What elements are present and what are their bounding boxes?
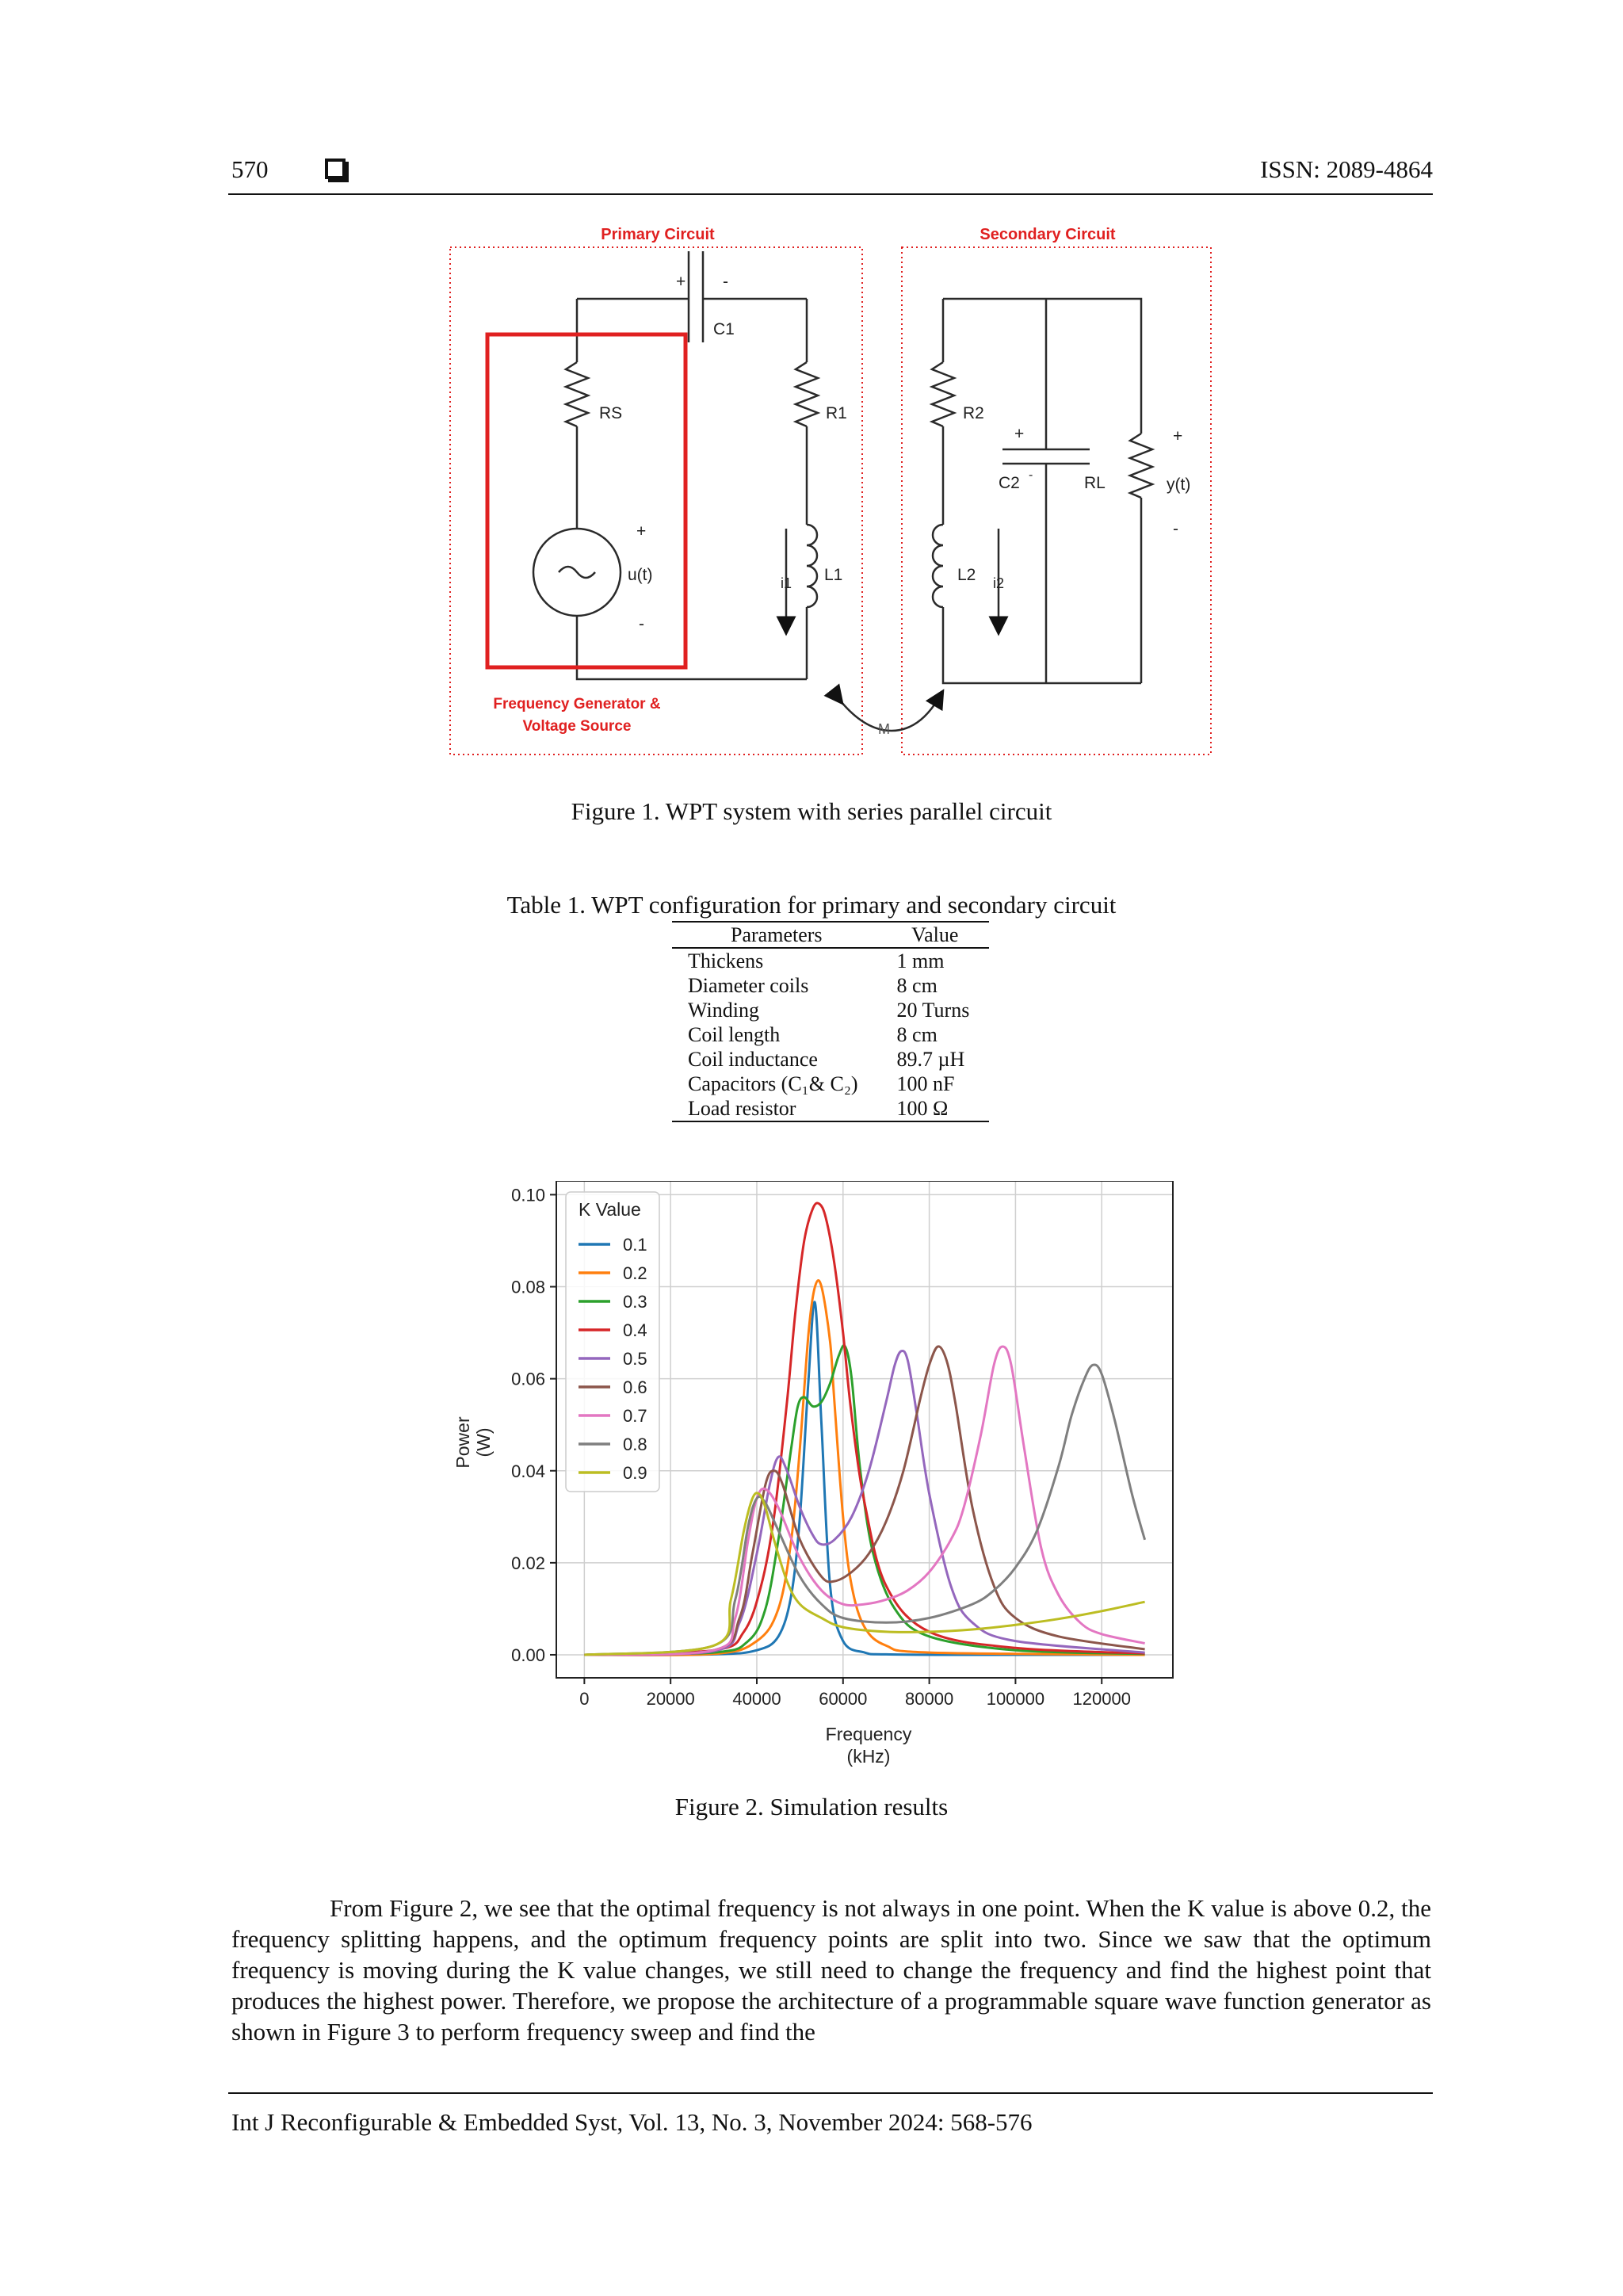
x-tick-label: 100000: [986, 1689, 1045, 1709]
legend-entry: 0.5: [623, 1349, 647, 1369]
rl-label: RL: [1084, 474, 1106, 492]
footer-citation: Int J Reconfigurable & Embedded Syst, Vol. 13, No. 3, November 2024: 568-576: [231, 2108, 1033, 2136]
frequency-generator-box: [487, 334, 685, 667]
c1-plus: +: [676, 273, 686, 291]
y-label: y(t): [1167, 476, 1191, 494]
table-row: [672, 948, 989, 973]
secondary-wires: [838, 299, 1152, 731]
table-row: [672, 1096, 989, 1121]
u-label: u(t): [628, 566, 653, 584]
x-tick-label: 80000: [905, 1689, 954, 1709]
issn: ISSN: 2089-4864: [1260, 155, 1433, 183]
body-paragraph: From Figure 2, we see that the optimal frequency is not always in one point. When the K value is above 0.2, the frequency splitting happens, and the optimum frequency points are split into two. Since we saw that the optimum frequency is moving during the K value changes, we still need to change the frequency and find the highest point that produces the highest power. Therefore, we propose the architecture of a programmable square wave function generator as shown in Figure 3 to perform frequency sweep and find the: [231, 1894, 1431, 2046]
param-value: 1 mm: [896, 949, 945, 972]
secondary-circuit-label: Secondary Circuit: [980, 226, 1116, 243]
y-plus: +: [1173, 427, 1183, 445]
primary-circuit-label: Primary Circuit: [601, 226, 715, 243]
figure1-circuit-diagram: [444, 223, 1228, 770]
u-minus: -: [639, 615, 644, 633]
x-tick-label: 0: [579, 1689, 590, 1709]
param-value: 8 cm: [896, 974, 938, 997]
figure2-caption: Figure 2. Simulation results: [674, 1793, 949, 1820]
param-name: Capacitors (C₁& C₂): [688, 1072, 858, 1095]
table-row: [672, 998, 989, 1022]
param-value: 89.7 µH: [896, 1048, 965, 1071]
legend-entry: 0.2: [623, 1263, 647, 1283]
y-tick-label: 0.00: [511, 1645, 545, 1665]
legend-entry: 0.3: [623, 1292, 647, 1312]
rs-label: RS: [599, 404, 623, 422]
param-name: Coil inductance: [688, 1048, 818, 1071]
series-line-k-0.9: [584, 1493, 1144, 1655]
x-tick-label: 40000: [732, 1689, 781, 1709]
legend-title: K Value: [579, 1199, 641, 1220]
footer-rule: [228, 2092, 1433, 2094]
legend-entry: 0.8: [623, 1435, 647, 1454]
table-header-parameters: Parameters: [672, 922, 881, 948]
chart-legend: [566, 1192, 659, 1492]
param-value: 20 Turns: [896, 999, 970, 1022]
u-plus: +: [636, 522, 647, 541]
rs-resistor: [566, 362, 588, 426]
param-name: Diameter coils: [688, 974, 809, 997]
table-row: [672, 973, 989, 998]
generator-label-2: Voltage Source: [522, 718, 632, 735]
r1-label: R1: [826, 404, 847, 422]
body-paragraph-container: [231, 1893, 1431, 2047]
series-line-k-0.4: [584, 1203, 1144, 1655]
c2-label: C2: [999, 474, 1020, 492]
i2-label: i2: [993, 575, 1005, 591]
y-axis-label-1: Power: [453, 1416, 473, 1469]
param-name: Winding: [688, 999, 759, 1022]
legend-entry: 0.9: [623, 1463, 647, 1483]
l2-label: L2: [957, 566, 976, 584]
x-tick-label: 60000: [819, 1689, 868, 1709]
r1-resistor: [796, 362, 818, 426]
y-tick-label: 0.04: [511, 1461, 545, 1481]
param-name: Coil length: [688, 1023, 781, 1046]
r2-label: R2: [963, 404, 984, 422]
x-axis-label-2: (kHz): [846, 1746, 891, 1767]
r2-resistor: [932, 362, 954, 426]
chart-series: [584, 1203, 1144, 1655]
figure1-caption: Figure 1. WPT system with series parallel circuit: [571, 797, 1052, 825]
x-tick-label: 120000: [1072, 1689, 1131, 1709]
series-line-k-0.1: [584, 1302, 1144, 1655]
param-value: 8 cm: [896, 1023, 938, 1046]
y-minus: -: [1173, 520, 1178, 538]
x-axis-label-1: Frequency: [825, 1724, 912, 1744]
legend-entry: 0.4: [623, 1320, 647, 1340]
y-axis-label-2: (W): [473, 1427, 494, 1457]
c2-plus: +: [1014, 425, 1025, 443]
l1-inductor: [807, 525, 817, 607]
generator-label-1: Frequency Generator &: [493, 696, 661, 712]
y-tick-label: 0.08: [511, 1277, 545, 1297]
param-name: Load resistor: [672, 1096, 881, 1121]
legend-entry: 0.1: [623, 1235, 647, 1255]
figure2-power-frequency-chart: [452, 1181, 1228, 1775]
y-tick-label: 0.06: [511, 1369, 545, 1389]
l2-inductor: [933, 525, 943, 607]
y-tick-label: 0.02: [511, 1553, 545, 1573]
header-rule: [228, 193, 1433, 195]
table-row: [672, 1047, 989, 1072]
header-box-icon: [325, 159, 346, 179]
l1-label: L1: [824, 566, 843, 584]
rl-resistor: [1130, 434, 1152, 498]
table-row: [672, 1072, 989, 1096]
parameters-table: [672, 921, 989, 1122]
table-header-value: Value: [881, 922, 989, 948]
legend-entry: 0.7: [623, 1406, 647, 1426]
i1-label: i1: [781, 575, 792, 591]
c1-minus: -: [723, 273, 728, 291]
primary-wires: [533, 251, 818, 679]
param-value: 100 nF: [896, 1072, 955, 1095]
table1-caption: Table 1. WPT configuration for primary and secondary circuit: [506, 891, 1117, 919]
x-tick-label: 20000: [646, 1689, 695, 1709]
legend-entry: 0.6: [623, 1377, 647, 1397]
page-number: 570: [231, 155, 269, 183]
y-tick-label: 0.10: [511, 1185, 545, 1205]
param-value: 100 Ω: [881, 1096, 989, 1121]
c2-minus: -: [1029, 468, 1033, 482]
m-label: M: [878, 721, 890, 737]
c1-label: C1: [713, 320, 735, 338]
table-row: [672, 1022, 989, 1047]
param-name: Thickens: [688, 949, 764, 972]
secondary-dotted-box: [902, 247, 1211, 755]
table-header-row: [672, 922, 989, 948]
